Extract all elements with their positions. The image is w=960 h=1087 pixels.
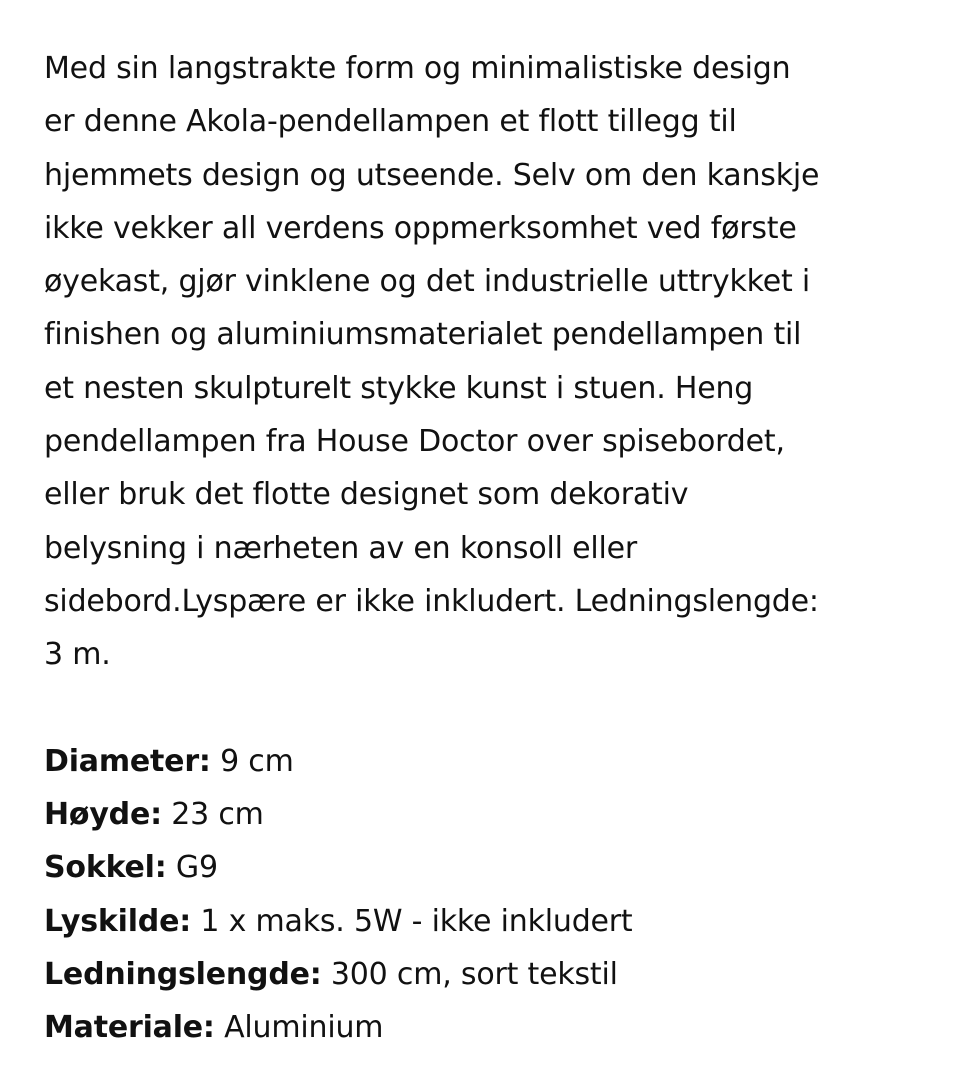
description-line: belysning i nærheten av en konsoll eller — [44, 530, 638, 566]
spec-value: 300 cm, sort tekstil — [330, 957, 618, 993]
spec-socket — [44, 841, 944, 894]
description-line: er denne Akola-pendellampen et flott tillegg til — [44, 104, 737, 140]
spec-label: Diameter: — [44, 743, 211, 779]
description-line: eller bruk det flotte designet som dekorativ — [44, 477, 689, 513]
description-line: sidebord.Lyspære er ikke inkludert. Ledningslengde: — [44, 583, 819, 619]
description-line: Med sin langstrakte form og minimalistiske design — [44, 51, 791, 86]
spec-diameter — [44, 735, 944, 788]
description-line: hjemmets design og utseende. Selv om den kanskje — [44, 157, 820, 193]
spec-value: 1 x maks. 5W - ikke inkludert — [200, 903, 633, 939]
spec-cord-length — [44, 948, 944, 1001]
spec-label: Sokkel: — [44, 850, 167, 886]
spec-height — [44, 788, 944, 841]
spec-value: G9 — [175, 850, 218, 886]
description-line: finishen og aluminiumsmaterialet pendellampen til — [44, 317, 802, 353]
description-line: 3 m. — [44, 637, 111, 673]
description-line: pendellampen fra House Doctor over spisebordet, — [44, 424, 785, 460]
product-description — [44, 42, 944, 1055]
spec-value: Aluminium — [224, 1010, 384, 1046]
spec-label: Lyskilde: — [44, 903, 192, 939]
spec-light-source — [44, 895, 944, 948]
description-line: øyekast, gjør vinklene og det industrielle uttrykket i — [44, 264, 811, 300]
description-line: ikke vekker all verdens oppmerksomhet ved første — [44, 210, 797, 246]
description-paragraph — [44, 42, 944, 682]
spacer — [44, 682, 944, 735]
spec-list — [44, 735, 944, 1055]
spec-value: 23 cm — [171, 797, 264, 833]
spec-label: Ledningslengde: — [44, 957, 322, 993]
spec-label: Høyde: — [44, 797, 162, 833]
spec-value: 9 cm — [220, 743, 294, 779]
spec-label: Materiale: — [44, 1010, 215, 1046]
description-line: et nesten skulpturelt stykke kunst i stuen. Heng — [44, 370, 754, 406]
spec-material — [44, 1001, 944, 1054]
